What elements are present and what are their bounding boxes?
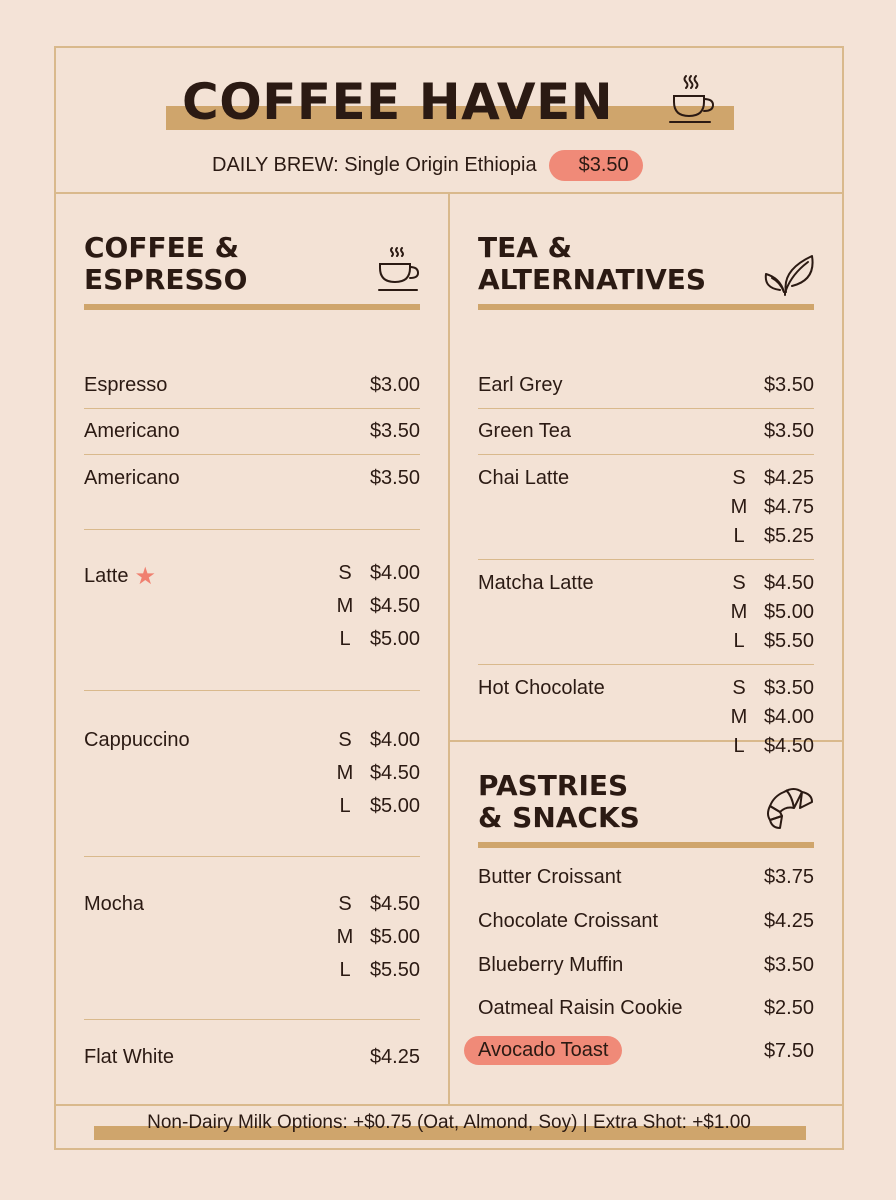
coffee-cup-icon <box>376 246 420 298</box>
item-name: Americano <box>84 420 180 442</box>
menu-footer <box>56 1104 842 1148</box>
divider <box>84 856 420 857</box>
divider <box>84 690 420 691</box>
item-name: Mocha <box>84 893 145 915</box>
section-title-line1: TEA & <box>478 231 573 264</box>
section-rule <box>478 304 814 310</box>
menu-header <box>56 48 842 194</box>
size-price: $5.50 <box>369 959 420 981</box>
section-tea-alternatives <box>450 194 842 757</box>
section-title-line1: PASTRIES <box>478 769 629 802</box>
section-title-line2: ALTERNATIVES <box>478 263 707 296</box>
item-name: Matcha Latte <box>478 572 594 594</box>
size-price: $5.00 <box>369 795 420 817</box>
item-price: $3.75 <box>763 866 814 888</box>
item-name: Hot Chocolate <box>478 677 605 699</box>
size-price: $4.00 <box>369 562 420 584</box>
size-label: L <box>339 628 351 650</box>
menu-item-latte[interactable] <box>84 562 420 662</box>
item-price: $4.25 <box>369 1046 420 1068</box>
size-price: $4.50 <box>369 762 420 784</box>
item-name-highlighted: Avocado Toast <box>464 1036 622 1065</box>
section-title-line1: COFFEE & <box>84 231 240 264</box>
item-price: $4.25 <box>763 910 814 932</box>
item-price: $2.50 <box>763 997 814 1019</box>
size-label: M <box>336 926 354 948</box>
size-price: $3.50 <box>763 677 814 699</box>
size-label: S <box>732 572 746 594</box>
size-price: $5.00 <box>369 628 420 650</box>
size-price: $5.00 <box>763 601 814 623</box>
size-price: $4.00 <box>369 729 420 751</box>
section-pastries-snacks <box>450 742 842 1104</box>
item-price: $3.50 <box>369 467 420 489</box>
size-label: S <box>338 893 352 915</box>
size-price: $4.50 <box>369 893 420 915</box>
size-label: L <box>339 795 351 817</box>
size-label: L <box>733 735 745 757</box>
size-prices <box>336 729 420 828</box>
size-price: $4.25 <box>763 467 814 489</box>
size-price: $4.75 <box>763 496 814 518</box>
size-label: M <box>336 595 354 617</box>
menu-item-matcha-latte[interactable] <box>478 572 814 672</box>
section-title-line2: ESPRESSO <box>84 263 248 296</box>
size-price: $4.50 <box>369 595 420 617</box>
item-name: Chai Latte <box>478 467 570 489</box>
item-price: $3.50 <box>763 954 814 976</box>
menu-board <box>54 46 844 1150</box>
section-rule <box>84 304 420 310</box>
item-name: Cappuccino <box>84 729 190 751</box>
item-price: $3.50 <box>763 374 814 396</box>
item-name: Flat White <box>84 1046 175 1068</box>
footer-addons-note: Non-Dairy Milk Options: +$0.75 (Oat, Almond, Soy) | Extra Shot: +$1.00 <box>147 1112 751 1133</box>
section-title <box>478 232 706 296</box>
leaf-icon <box>764 252 814 304</box>
section-header <box>84 194 420 296</box>
menu-item-cappuccino[interactable] <box>84 729 420 829</box>
size-price: $5.50 <box>763 630 814 652</box>
size-price: $5.25 <box>763 525 814 547</box>
divider <box>478 454 814 455</box>
item-name: Butter Croissant <box>478 866 622 888</box>
size-price: $4.50 <box>763 572 814 594</box>
divider <box>478 408 814 409</box>
item-name: Blueberry Muffin <box>478 954 624 976</box>
size-label: L <box>733 525 745 547</box>
size-prices <box>730 572 814 659</box>
item-name: Earl Grey <box>478 374 563 396</box>
section-title <box>478 770 640 834</box>
croissant-icon <box>764 782 814 834</box>
item-name <box>84 562 156 591</box>
size-label: S <box>338 562 352 584</box>
size-label: M <box>336 762 354 784</box>
item-name: Americano <box>84 467 180 489</box>
size-price: $4.00 <box>763 706 814 728</box>
item-name: Green Tea <box>478 420 572 442</box>
item-name-text: Latte <box>84 565 129 587</box>
item-price: $3.00 <box>369 374 420 396</box>
daily-brew <box>212 148 643 182</box>
section-title <box>84 232 247 296</box>
menu-item-chai-latte[interactable] <box>478 467 814 567</box>
menu-item-mocha[interactable] <box>84 893 420 993</box>
divider <box>84 529 420 530</box>
section-rule <box>478 842 814 848</box>
item-price: $7.50 <box>763 1040 814 1062</box>
divider <box>478 664 814 665</box>
section-header <box>478 742 814 840</box>
section-title-line2: & SNACKS <box>478 801 640 834</box>
size-label: M <box>730 496 748 518</box>
size-prices <box>336 562 420 661</box>
daily-brew-label: DAILY BREW: Single Origin Ethiopia <box>212 153 537 176</box>
section-coffee-espresso <box>56 194 450 1104</box>
item-price: $3.50 <box>369 420 420 442</box>
divider <box>84 1019 420 1020</box>
coffee-cup-icon <box>666 72 716 126</box>
size-label: S <box>338 729 352 751</box>
item-name: Chocolate Croissant <box>478 910 659 932</box>
divider <box>84 408 420 409</box>
divider <box>84 454 420 455</box>
size-prices <box>730 467 814 554</box>
size-label: S <box>732 467 746 489</box>
divider <box>478 559 814 560</box>
item-name: Espresso <box>84 374 168 396</box>
size-prices <box>336 893 420 992</box>
page-title: COFFEE HAVEN <box>182 73 614 131</box>
title-block <box>166 72 734 134</box>
size-label: L <box>733 630 745 652</box>
size-label: M <box>730 706 748 728</box>
item-price: $3.50 <box>763 420 814 442</box>
star-icon: ★ <box>134 563 156 590</box>
size-label: L <box>339 959 351 981</box>
size-label: S <box>732 677 746 699</box>
size-price: $5.00 <box>369 926 420 948</box>
size-price: $4.50 <box>763 735 814 757</box>
daily-brew-price-badge: $3.50 <box>549 150 643 181</box>
size-label: M <box>730 601 748 623</box>
section-header <box>478 194 814 296</box>
item-name: Oatmeal Raisin Cookie <box>478 997 683 1019</box>
